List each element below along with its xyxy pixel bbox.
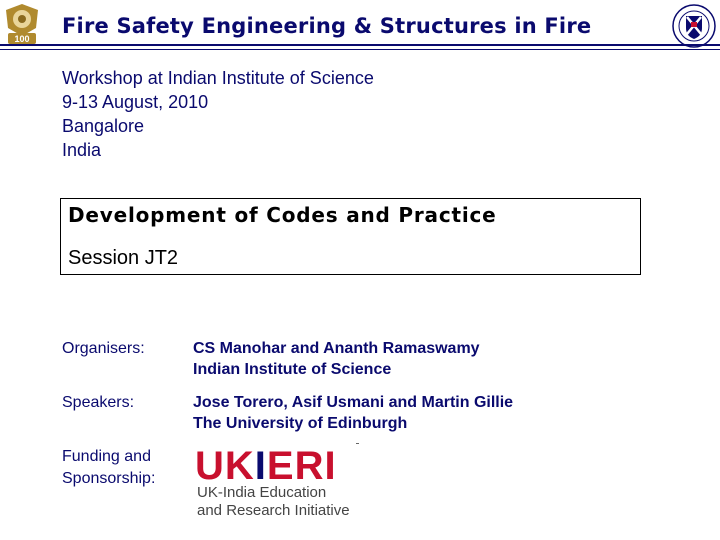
divider-mark bbox=[356, 443, 359, 444]
session-code: Session JT2 bbox=[68, 247, 179, 269]
ukieri-sub1-text: UK-India Education bbox=[197, 484, 327, 501]
session-title: Development of Codes and Practice bbox=[68, 203, 497, 227]
iisc-logo-text: 100 bbox=[14, 34, 30, 44]
speakers-institution: The University of Edinburgh bbox=[193, 415, 408, 432]
ukieri-wordmark-eri: ERI bbox=[266, 444, 337, 488]
iisc-centenary-logo bbox=[2, 2, 42, 46]
workshop-country: India bbox=[62, 140, 102, 160]
university-crest-icon bbox=[672, 4, 716, 48]
header-rule bbox=[0, 44, 720, 46]
header-rule-thin bbox=[0, 49, 720, 50]
workshop-venue: Workshop at Indian Institute of Science bbox=[62, 68, 374, 88]
ukieri-wordmark-uk: UK bbox=[195, 444, 255, 488]
workshop-dates: 9-13 August, 2010 bbox=[62, 92, 209, 112]
ukieri-subtitle-line2: and Research Initiative bbox=[197, 502, 350, 519]
organisers-names: CS Manohar and Ananth Ramaswamy bbox=[193, 340, 480, 357]
workshop-city: Bangalore bbox=[62, 116, 145, 136]
ukieri-wordmark bbox=[195, 446, 337, 486]
ukieri-wordmark-i: I bbox=[254, 444, 267, 488]
speakers-label: Speakers: bbox=[62, 394, 135, 411]
session-box bbox=[60, 198, 641, 275]
funding-label-line1: Funding and bbox=[62, 448, 151, 465]
organisers-label: Organisers: bbox=[62, 340, 145, 357]
slide-title: Fire Safety Engineering & Structures in Fire bbox=[62, 14, 592, 38]
funding-label bbox=[62, 446, 155, 490]
speakers-value bbox=[193, 392, 513, 434]
organisers-institution: Indian Institute of Science bbox=[193, 361, 392, 378]
ukieri-subtitle-line1 bbox=[197, 484, 326, 501]
funding-label-line2: Sponsorship: bbox=[62, 470, 156, 487]
organisers-value bbox=[193, 338, 480, 380]
speakers-names: Jose Torero, Asif Usmani and Martin Gillie bbox=[193, 394, 514, 411]
workshop-info bbox=[62, 66, 374, 162]
ukieri-logo bbox=[195, 446, 365, 520]
